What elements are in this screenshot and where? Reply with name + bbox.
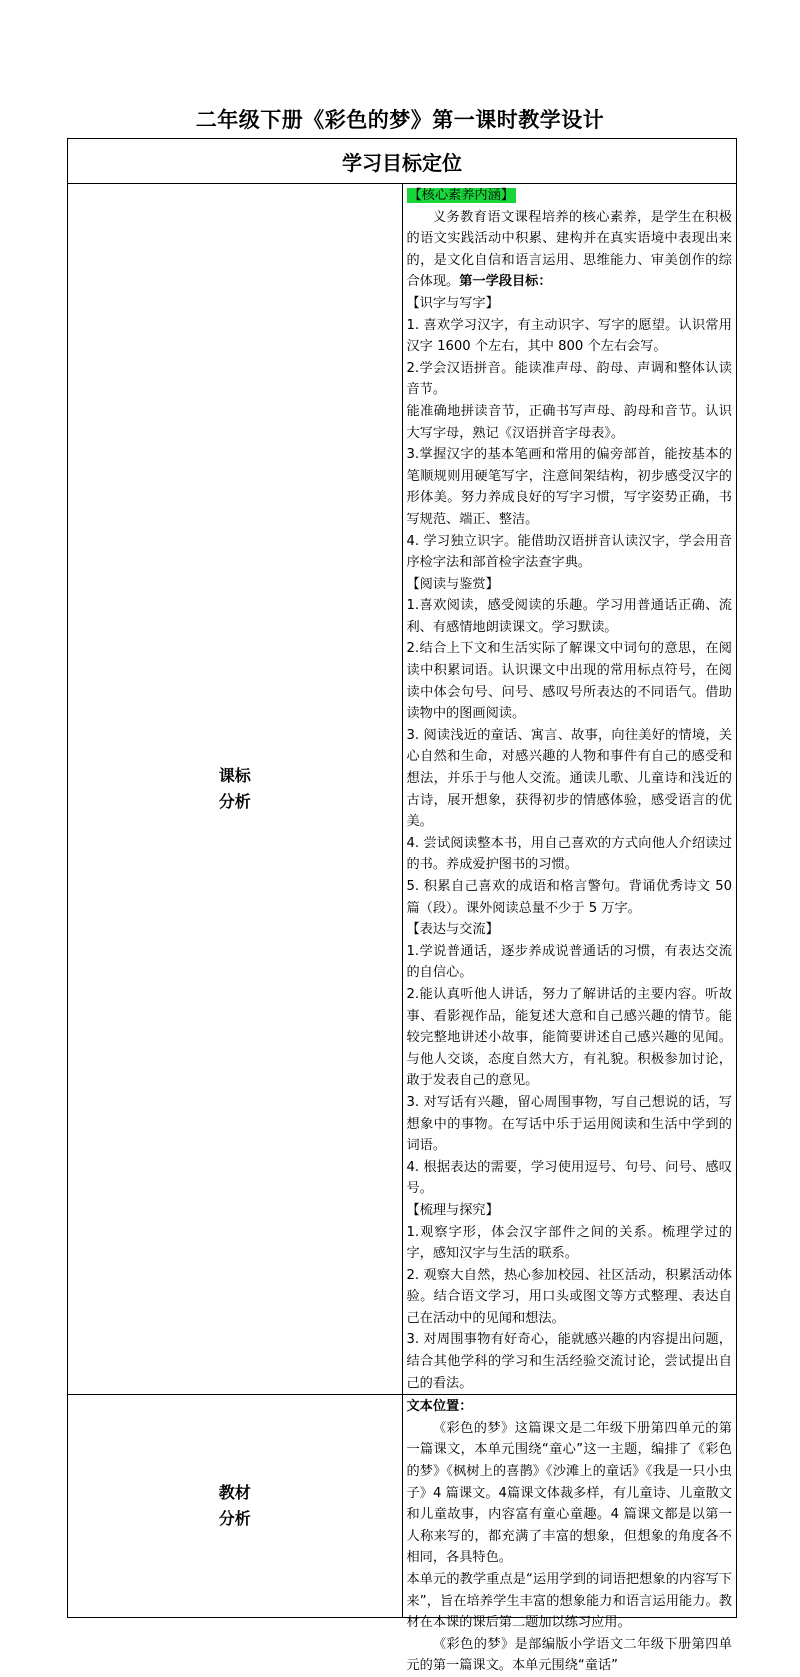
label-line: 课标	[218, 766, 251, 786]
group-heading: 【识字与写字】	[406, 295, 499, 311]
lesson-design-table	[67, 138, 737, 1674]
goal-item: 1.学说普通话，逐步养成说普通话的习惯，有表达交流的自信心。	[406, 943, 732, 981]
goal-item: 2.能认真听他人讲话，努力了解讲话的主要内容。听故事、看影视作品，能复述大意和自己感兴趣的情节。能较完整地讲述小故事，能简要讲述自己感兴趣的见闻。与他人交谈，态度自然大方，有礼貌。积极参加讨论，敢于发表自己的意见。	[406, 986, 732, 1089]
goal-item: 3. 对周围事物有好奇心，能就感兴趣的内容提出问题，结合其他学科的学习和生活经验交流讨论，尝试提出自己的看法。	[406, 1332, 732, 1391]
goal-item: 1.喜欢阅读，感受阅读的乐趣。学习用普通话正确、流利、有感情地朗读课文。学习默读。	[406, 598, 732, 635]
text-position-heading: 文本位置：	[406, 1399, 473, 1415]
goal-item: 2.学会汉语拼音。能读准声母、韵母、声调和整体认读音节。	[406, 360, 732, 398]
core-literacy-tag: 【核心素养内涵】	[408, 188, 514, 203]
goal-item: 2.结合上下文和生活实际了解课文中词句的意思，在阅读中积累词语。认识课文中出现的常用标点符号，在阅读中体会句号、问号、感叹号所表达的不同语气。借助读物中的图画阅读。	[406, 641, 732, 722]
goal-item: 3.掌握汉字的基本笔画和常用的偏旁部首，能按基本的笔顺规则用硬笔写字，注意间架结构，初步感受汉字的形体美。努力养成良好的写字习惯，写字姿势正确，书写规范、端正、整洁。	[406, 447, 732, 527]
label-line: 分析	[218, 1509, 251, 1529]
group-heading: 【梳理与探究】	[406, 1202, 499, 1218]
group-heading: 【表达与交流】	[406, 922, 499, 938]
label-line: 教材	[218, 1483, 251, 1503]
goal-item: 4. 根据表达的需要，学习使用逗号、句号、问号、感叹号。	[406, 1159, 732, 1197]
goal-item: 4. 尝试阅读整本书，用自己喜欢的方式向他人介绍读过的书。养成爱护图书的习惯。	[406, 835, 732, 873]
goal-item: 2. 观察大自然，热心参加校园、社区活动，积累活动体验。结合语文学习，用口头或图文等方式整理、表达自己在活动中的见闻和想法。	[406, 1267, 732, 1326]
goal-item: 4. 学习独立识字。能借助汉语拼音认读汉字，学会用音序检字法和部首检字法查字典。	[406, 533, 732, 571]
core-literacy-text: 义务教育语文课程培养的核心素养，是学生在积极的语文实践活动中积累、建构并在真实语境中表现出来的，是文化自信和语言运用、思维能力、审美创作的综合体现。第一学段目标：	[406, 209, 732, 290]
goal-item: 3. 对写话有兴趣，留心周围事物，写自己想说的话，写想象中的事物。在写话中乐于运用阅读和生活中学到的词语。	[406, 1094, 732, 1154]
textbook-paragraph: 本单元的教学重点是“运用学到的词语把想象的内容写下来”，旨在培养学生丰富的想象能力和语言运用能力。教材在本课的课后第二题加以练习应用。	[406, 1572, 732, 1631]
section-heading: 学习目标定位	[68, 139, 737, 184]
goal-item: 1. 喜欢学习汉字，有主动识字、写字的愿望。认识常用汉字 1600 个左右，其中 800 个左右会写。	[406, 317, 732, 355]
textbook-paragraph: 《彩色的梦》是部编版小学语文二年级下册第四单元的第一篇课文。本单元围绕“童话”	[406, 1636, 732, 1674]
stage-goal-label: 第一学段目标：	[459, 274, 552, 290]
group-heading: 【阅读与鉴赏】	[406, 576, 499, 592]
goal-item: 5. 积累自己喜欢的成语和格言警句。背诵优秀诗文 50篇（段）。课外阅读总量不少于 5 万字。	[406, 879, 732, 916]
textbook-paragraph: 《彩色的梦》这篇课文是二年级下册第四单元的第一篇课文，本单元围绕“童心”这一主题，编排了《彩色的梦》《枫树上的喜鹊》《沙滩上的童话》《我是一只小虫子》4 篇课文。4篇课文体裁多样，有儿童诗、儿童散文和儿童故事，内容富有童心童趣。4 篇课文都是以第一人称来写的，都充满了丰富的想象，但想象的角度各不相同，各具特色。	[406, 1420, 732, 1566]
curriculum-analysis-body	[402, 184, 737, 1395]
textbook-analysis-body	[402, 1395, 737, 1674]
goal-item: 3. 阅读浅近的童话、寓言、故事，向往美好的情境，关心自然和生命，对感兴趣的人物和事件有自己的感受和想法，并乐于与他人交流。通读儿歌、儿童诗和浅近的古诗，展开想象，获得初步的情感体验，感受语言的优美。	[406, 727, 732, 830]
goal-item: 1.观察字形，体会汉字部件之间的关系。梳理学过的字，感知汉字与生活的联系。	[406, 1224, 732, 1262]
curriculum-analysis-label	[68, 184, 403, 1395]
document-title: 二年级下册《彩色的梦》第一课时教学设计	[195, 108, 605, 132]
label-line: 分析	[218, 792, 251, 812]
goal-item: 能准确地拼读音节，正确书写声母、韵母和音节。认识大写字母，熟记《汉语拼音字母表》。	[406, 403, 732, 441]
textbook-analysis-label	[68, 1395, 403, 1618]
